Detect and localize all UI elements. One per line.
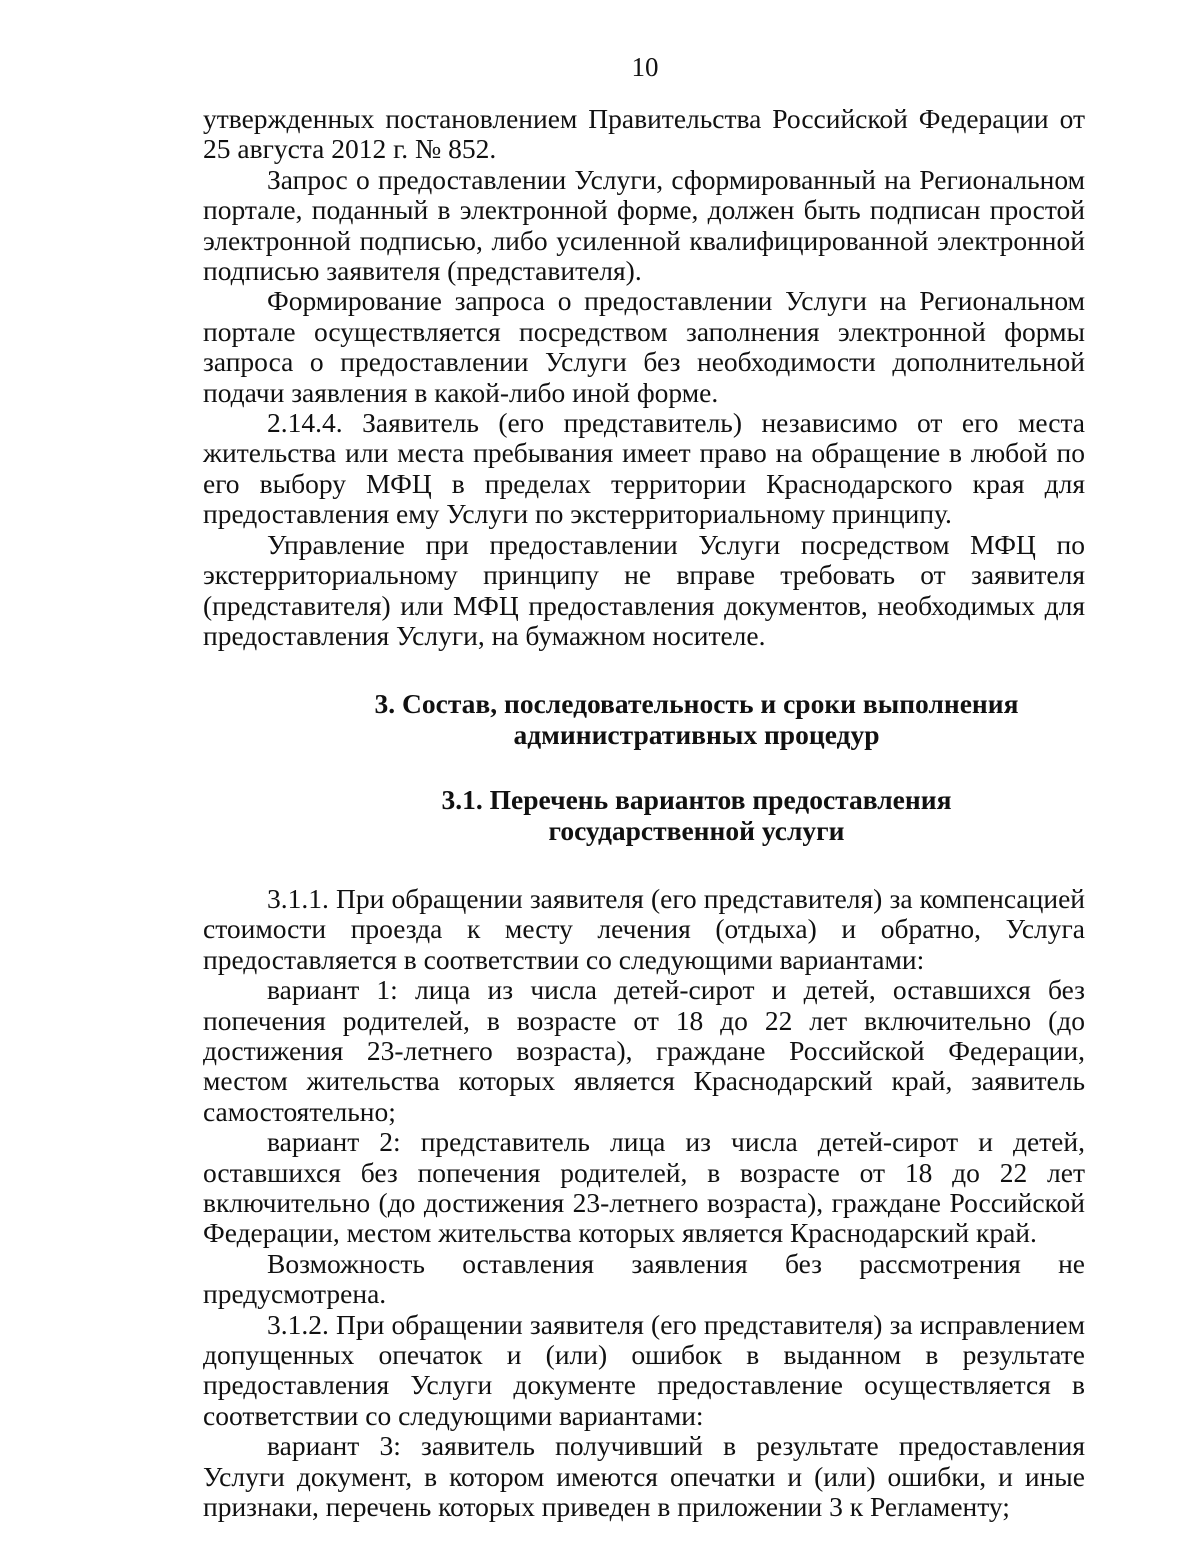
- paragraph: 2.14.4. Заявитель (его представитель) независимо от его места жительства или места пребывания имеет право на обращение в любой по его выбору МФЦ в пределах территории Краснодарского края для предоставления ему Услуги по экстерриториальному принципу.: [203, 407, 1085, 530]
- paragraph: Формирование запроса о предоставлении Услуги на Региональном портале осуществляется посредством заполнения электронной формы запроса о предоставлении Услуги без необходимости дополнительной подачи заявления в какой-либо иной форме.: [203, 285, 1085, 408]
- paragraph: вариант 2: представитель лица из числа детей-сирот и детей, оставшихся без попечения родителей, в возрасте от 18 до 22 лет включительно (до достижения 23-летнего возраста), граждане Российской Федерации, местом жительства которых является Краснодарский край.: [203, 1126, 1085, 1249]
- paragraph: Управление при предоставлении Услуги посредством МФЦ по экстерриториальному принципу не вправе требовать от заявителя (представителя) или МФЦ предоставления документов, необходимых для предоставления Услуги, на бумажном носителе.: [203, 528, 1085, 651]
- spacer: [203, 750, 1085, 785]
- subsection-heading-line: государственной услуги: [548, 814, 845, 846]
- subsection-heading-line: 3.1. Перечень вариантов предоставления: [441, 784, 952, 816]
- spacer: [203, 651, 1085, 689]
- subsection-heading: [203, 785, 1085, 846]
- section-heading-line: 3. Состав, последовательность и сроки выполнения: [374, 688, 1019, 720]
- spacer: [203, 846, 1085, 884]
- paragraph-continuation: утвержденных постановлением Правительства Российской Федерации от 25 августа 2012 г. № 852.: [203, 103, 1085, 165]
- paragraph: 3.1.2. При обращении заявителя (его представителя) за исправлением допущенных опечаток и (или) ошибок в выданном в результате предоставления Услуги документе предоставление осуществляется в соответствии со следующими вариантами:: [203, 1308, 1085, 1431]
- paragraph: Запрос о предоставлении Услуги, сформированный на Региональном портале, поданный в электронной форме, должен быть подписан простой электронной подписью, либо усиленной квалифицированной электронной подписью заявителя (представителя).: [203, 163, 1085, 287]
- document-body: [203, 104, 1085, 1522]
- paragraph: 3.1.1. При обращении заявителя (его представителя) за компенсацией стоимости проезда к месту лечения (отдыха) и обратно, Услуга предоставляется в соответствии со следующими вариантами:: [203, 882, 1085, 975]
- section-heading-line: административных процедур: [513, 718, 880, 750]
- page-number: 10: [631, 52, 659, 82]
- paragraph: вариант 3: заявитель получивший в результате предоставления Услуги документ, в котором имеются опечатки и (или) ошибки, и иные признаки, перечень которых приведен в приложении 3 к Регламенту;: [203, 1430, 1085, 1523]
- paragraph: Возможность оставления заявления без рассмотрения не предусмотрена.: [203, 1247, 1085, 1310]
- paragraph: вариант 1: лица из числа детей-сирот и детей, оставшихся без попечения родителей, в возрасте от 18 до 22 лет включительно (до достижения 23-летнего возраста), граждане Российской Федерации, местом жительства которых является Краснодарский край, заявитель самостоятельно;: [203, 974, 1085, 1127]
- section-heading: [203, 689, 1085, 750]
